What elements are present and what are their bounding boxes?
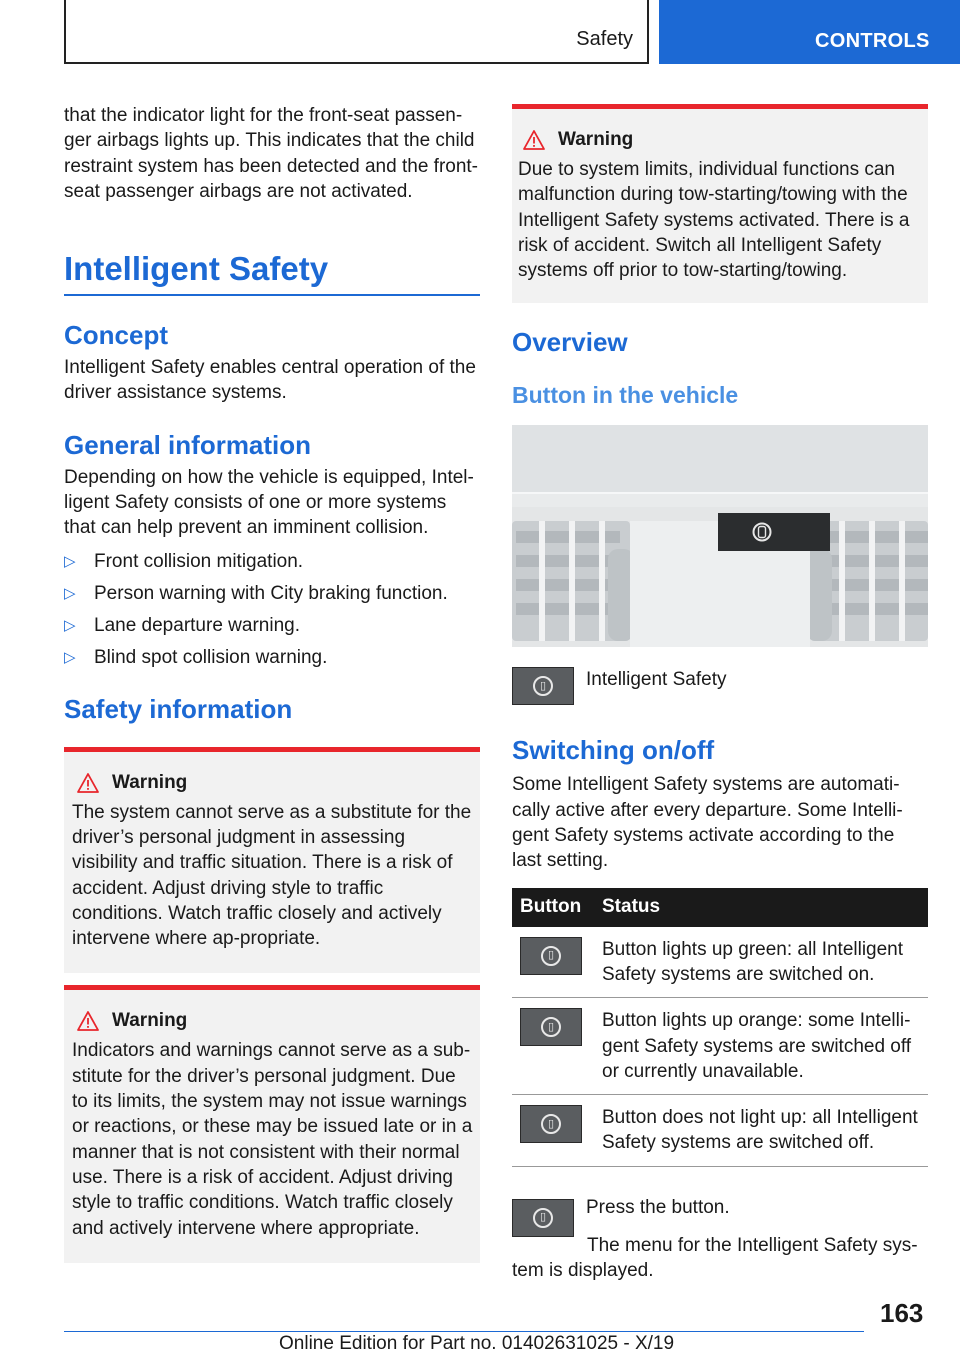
list-triangle-bullet-icon: ▷ <box>64 584 76 602</box>
column-header-status: Status <box>594 888 928 927</box>
press-button-text: Press the button. <box>586 1196 730 1218</box>
warning-triangle-icon <box>522 129 546 151</box>
warning-triangle-icon <box>76 772 100 794</box>
list-item: ▷ Person warning with City braking function. <box>64 582 448 604</box>
footer-divider <box>64 1331 864 1332</box>
switching-text: Some Intelligent Safety systems are automati-cally active after every departure. Some Intelli-gent Safety systems activate according to the last setting. <box>512 774 903 872</box>
status-cell: Button lights up orange: some Intelli-gent Safety systems are switched off or currently unavailable. <box>594 998 928 1095</box>
warning-title: Warning <box>112 1010 188 1032</box>
header-section-box <box>64 0 649 64</box>
header-chapter-tab: CONTROLS <box>659 0 960 64</box>
icon-legend-row <box>512 667 928 705</box>
warning-box-3 <box>512 104 928 303</box>
warning-text: Indicators and warnings cannot serve as a sub-stitute for the driver’s personal judgment. Due to its limits, the system may not issue warnings or reactions, or these may be issued late or in a manner that is not consistent with their normal use. There is a risk of accident. Adjust driving style to traffic conditions. Watch traffic closely and actively intervene where appropriate. <box>72 1040 473 1239</box>
table-row <box>512 927 928 998</box>
general-info-heading: General information <box>64 429 312 460</box>
right-column <box>512 104 928 1283</box>
warning-box-1 <box>64 747 480 974</box>
table-row <box>512 998 928 1095</box>
icon-legend-label: Intelligent Safety <box>586 669 727 691</box>
page-title: Intelligent Safety <box>64 250 480 296</box>
header-section-title: Safety <box>576 28 633 50</box>
list-triangle-bullet-icon: ▷ <box>64 648 76 666</box>
warning-triangle-icon <box>76 1010 100 1032</box>
menu-displayed-text: The menu for the Intelligent Safety sys-tem is displayed. <box>512 1234 918 1282</box>
warning-title: Warning <box>112 771 188 793</box>
warning-title: Warning <box>558 129 634 150</box>
button-in-vehicle-heading: Button in the vehicle <box>512 382 739 409</box>
intelligent-safety-icon: ▯ <box>512 1199 574 1237</box>
list-item: ▷ Lane departure warning. <box>64 614 300 636</box>
intelligent-safety-icon: ▯ <box>512 667 574 705</box>
systems-list <box>64 549 480 670</box>
press-button-step <box>512 1195 928 1237</box>
intro-paragraph: that the indicator light for the front-seat passen-ger airbags lights up. This indicates that the child restraint system has been detected and the front-seat passenger airbags are not activated. <box>64 105 479 202</box>
concept-heading: Concept <box>64 320 168 351</box>
intelligent-safety-icon: ▯ <box>520 937 582 975</box>
warning-text: The system cannot serve as a substitute for the driver’s personal judgment in assessing visibility and traffic situation. There is a risk of accident. Adjust driving style to traffic conditions. Watch traffic closely and actively intervene where ap-propriate. <box>72 801 472 950</box>
safety-info-heading: Safety information <box>64 693 293 724</box>
air-vent-left <box>512 521 634 641</box>
column-header-button: Button <box>512 888 594 927</box>
list-triangle-bullet-icon: ▷ <box>64 616 76 634</box>
concept-text: Intelligent Safety enables central operation of the driver assistance systems. <box>64 357 476 404</box>
footer-edition: Online Edition for Part no. 01402631025 - X/19 <box>279 1333 675 1354</box>
intelligent-safety-button <box>718 513 830 551</box>
status-cell: Button does not light up: all Intelligent Safety systems are switched off. <box>594 1095 928 1167</box>
page-number: 163 <box>880 1298 924 1328</box>
list-item: ▷ Front collision mitigation. <box>64 550 304 572</box>
general-info-text: Depending on how the vehicle is equipped, Intel-ligent Safety consists of one or more systems that can help prevent an imminent collision. <box>64 466 474 539</box>
list-item: ▷ Blind spot collision warning. <box>64 646 328 668</box>
left-column <box>64 100 480 1263</box>
table-row <box>512 1095 928 1167</box>
vehicle-button-photo <box>512 425 928 647</box>
intelligent-safety-icon: ▯ <box>520 1008 582 1046</box>
status-cell: Button lights up green: all Intelligent Safety systems are switched on. <box>594 927 928 998</box>
intelligent-safety-icon: ▯ <box>520 1105 582 1143</box>
switching-heading: Switching on/off <box>512 735 715 766</box>
overview-heading: Overview <box>512 327 628 358</box>
warning-text: Due to system limits, individual functions can malfunction during tow-starting/towing with the Intelligent Safety systems activated. There is a risk of accident. Switch all Intelligent Safety systems off prior to tow-starting/towing. <box>518 159 910 282</box>
warning-box-2 <box>64 985 480 1262</box>
list-triangle-bullet-icon: ▷ <box>64 552 76 570</box>
status-table <box>512 888 928 1167</box>
